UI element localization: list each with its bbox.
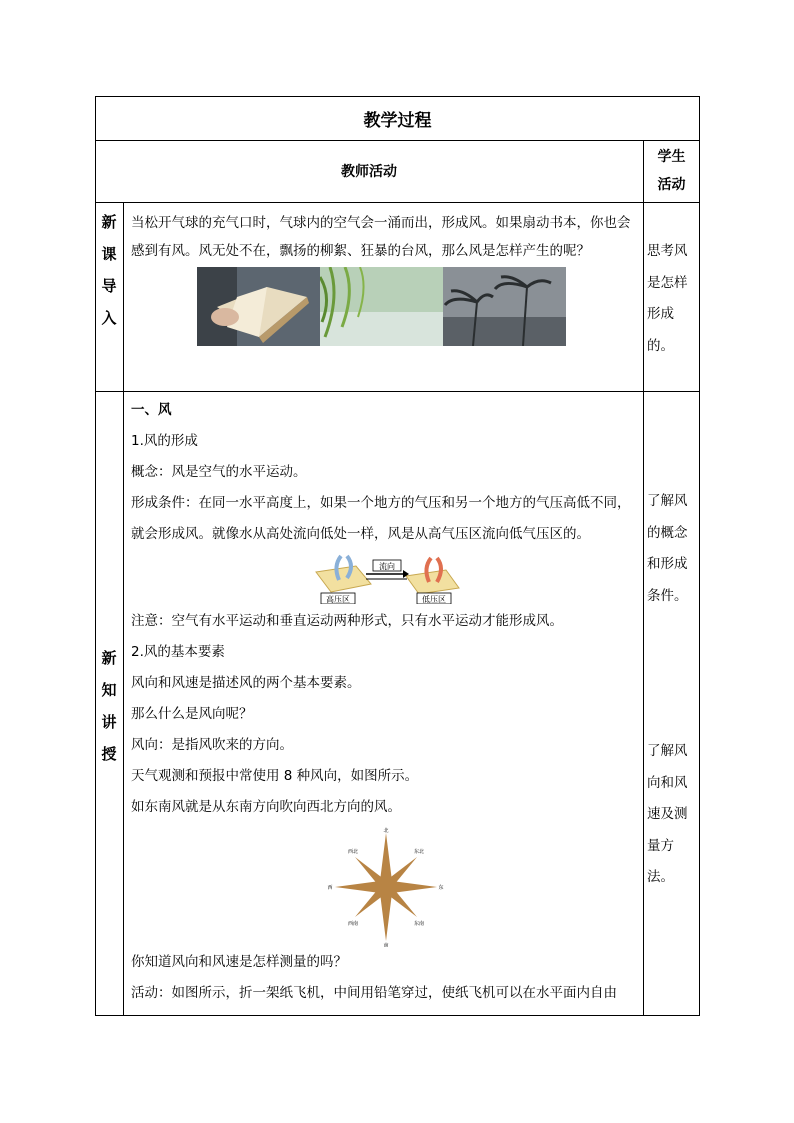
compass-ne: 东北: [413, 849, 425, 855]
compass-w: 西: [327, 885, 333, 891]
student-line: 的概念: [647, 524, 688, 541]
flow-label: 流向: [379, 562, 395, 571]
compass-nw: 西北: [347, 849, 359, 855]
sub-heading-2: 2.风的基本要素: [131, 644, 225, 660]
label-char: 入: [101, 309, 117, 327]
student-line: 条件。: [647, 587, 688, 604]
book-photo: [197, 267, 320, 346]
table-title: 教学过程: [363, 110, 432, 131]
row-divider: [95, 202, 700, 203]
column-divider: [123, 202, 124, 1016]
student-line: 形成: [647, 306, 674, 322]
example-text: 如东南风就是从东南方向吹向西北方向的风。: [131, 799, 401, 815]
label-char: 导: [101, 277, 117, 295]
intro-content: [131, 209, 639, 346]
student-line: 和形成: [647, 556, 688, 572]
teaching-process-table: [95, 96, 700, 1016]
willow-photo: [320, 267, 443, 346]
header-student-line: 学生: [657, 149, 686, 165]
question-direction: 那么什么是风向呢？: [131, 706, 253, 722]
student-line: 思考风: [647, 243, 688, 259]
row-divider: [95, 391, 700, 392]
column-divider: [643, 140, 644, 1016]
section-label-intro: [95, 206, 123, 334]
high-pressure-label: 高压区: [326, 595, 350, 604]
compass-s: 南: [383, 943, 389, 947]
compass-n: 北: [383, 828, 389, 834]
compass-se: 东南: [413, 921, 425, 927]
header-student-activity: [643, 140, 700, 202]
student-line: 是怎样: [647, 274, 688, 291]
student-line: 了解风: [647, 493, 688, 509]
student-line: 向和风: [647, 774, 688, 791]
compass-e: 东: [438, 885, 444, 891]
header-student-line: 活动: [657, 177, 686, 193]
activity-text: 活动：如图所示，折一架纸飞机，中间用铅笔穿过，使纸飞机可以在水平面内自由: [131, 985, 617, 1001]
label-char: 新: [101, 213, 117, 231]
student-line: 的。: [647, 337, 674, 354]
student-line: 了解风: [647, 743, 688, 759]
label-char: 讲: [101, 713, 117, 731]
student-activity-b: [647, 736, 697, 894]
label-char: 新: [101, 649, 117, 667]
heading-wind: 一、风: [131, 402, 172, 418]
pressure-diagram: [311, 552, 461, 604]
intro-images: [197, 267, 639, 346]
intro-text: 当松开气球的充气口时，气球内的空气会一涌而出，形成风。如果扇动书本，你也会感到有风。风无处不在，飘扬的柳絮、狂暴的台风，那么风是怎样产生的呢？: [131, 215, 631, 259]
elements-text: 风向和风速是描述风的两个基本要素。: [131, 675, 361, 691]
section-label-new: [95, 642, 123, 770]
header-teacher-activity: 教师活动: [341, 164, 397, 180]
condition-text: 形成条件：在同一水平高度上，如果一个地方的气压和另一个地方的气压高低不同，就会形成风。就像水从高处流向低处一样，风是从高气压区流向低气压区的。: [131, 495, 631, 542]
direction-definition: 风向：是指风吹来的方向。: [131, 737, 293, 753]
question-measure: 你知道风向和风速是怎样测量的吗？: [131, 954, 347, 970]
student-line: 速及测: [647, 806, 688, 822]
compass-rose: [327, 827, 445, 947]
new-content: [131, 395, 639, 1009]
intro-student-activity: [647, 236, 697, 362]
label-char: 知: [101, 681, 117, 699]
typhoon-photo: [443, 267, 566, 346]
low-pressure-label: 低压区: [422, 595, 446, 604]
concept-text: 概念：风是空气的水平运动。: [131, 464, 307, 480]
note-text: 注意：空气有水平运动和垂直运动两种形式，只有水平运动才能形成风。: [131, 613, 563, 629]
student-activity-a: [647, 486, 697, 612]
sub-heading-1: 1.风的形成: [131, 433, 198, 449]
student-line: 法。: [647, 869, 674, 885]
label-char: 授: [101, 745, 117, 763]
label-char: 课: [101, 245, 117, 263]
eight-directions-text: 天气观测和预报中常使用 8 种风向，如图所示。: [131, 768, 419, 784]
student-line: 量方: [647, 837, 674, 854]
compass-sw: 西南: [347, 921, 359, 927]
